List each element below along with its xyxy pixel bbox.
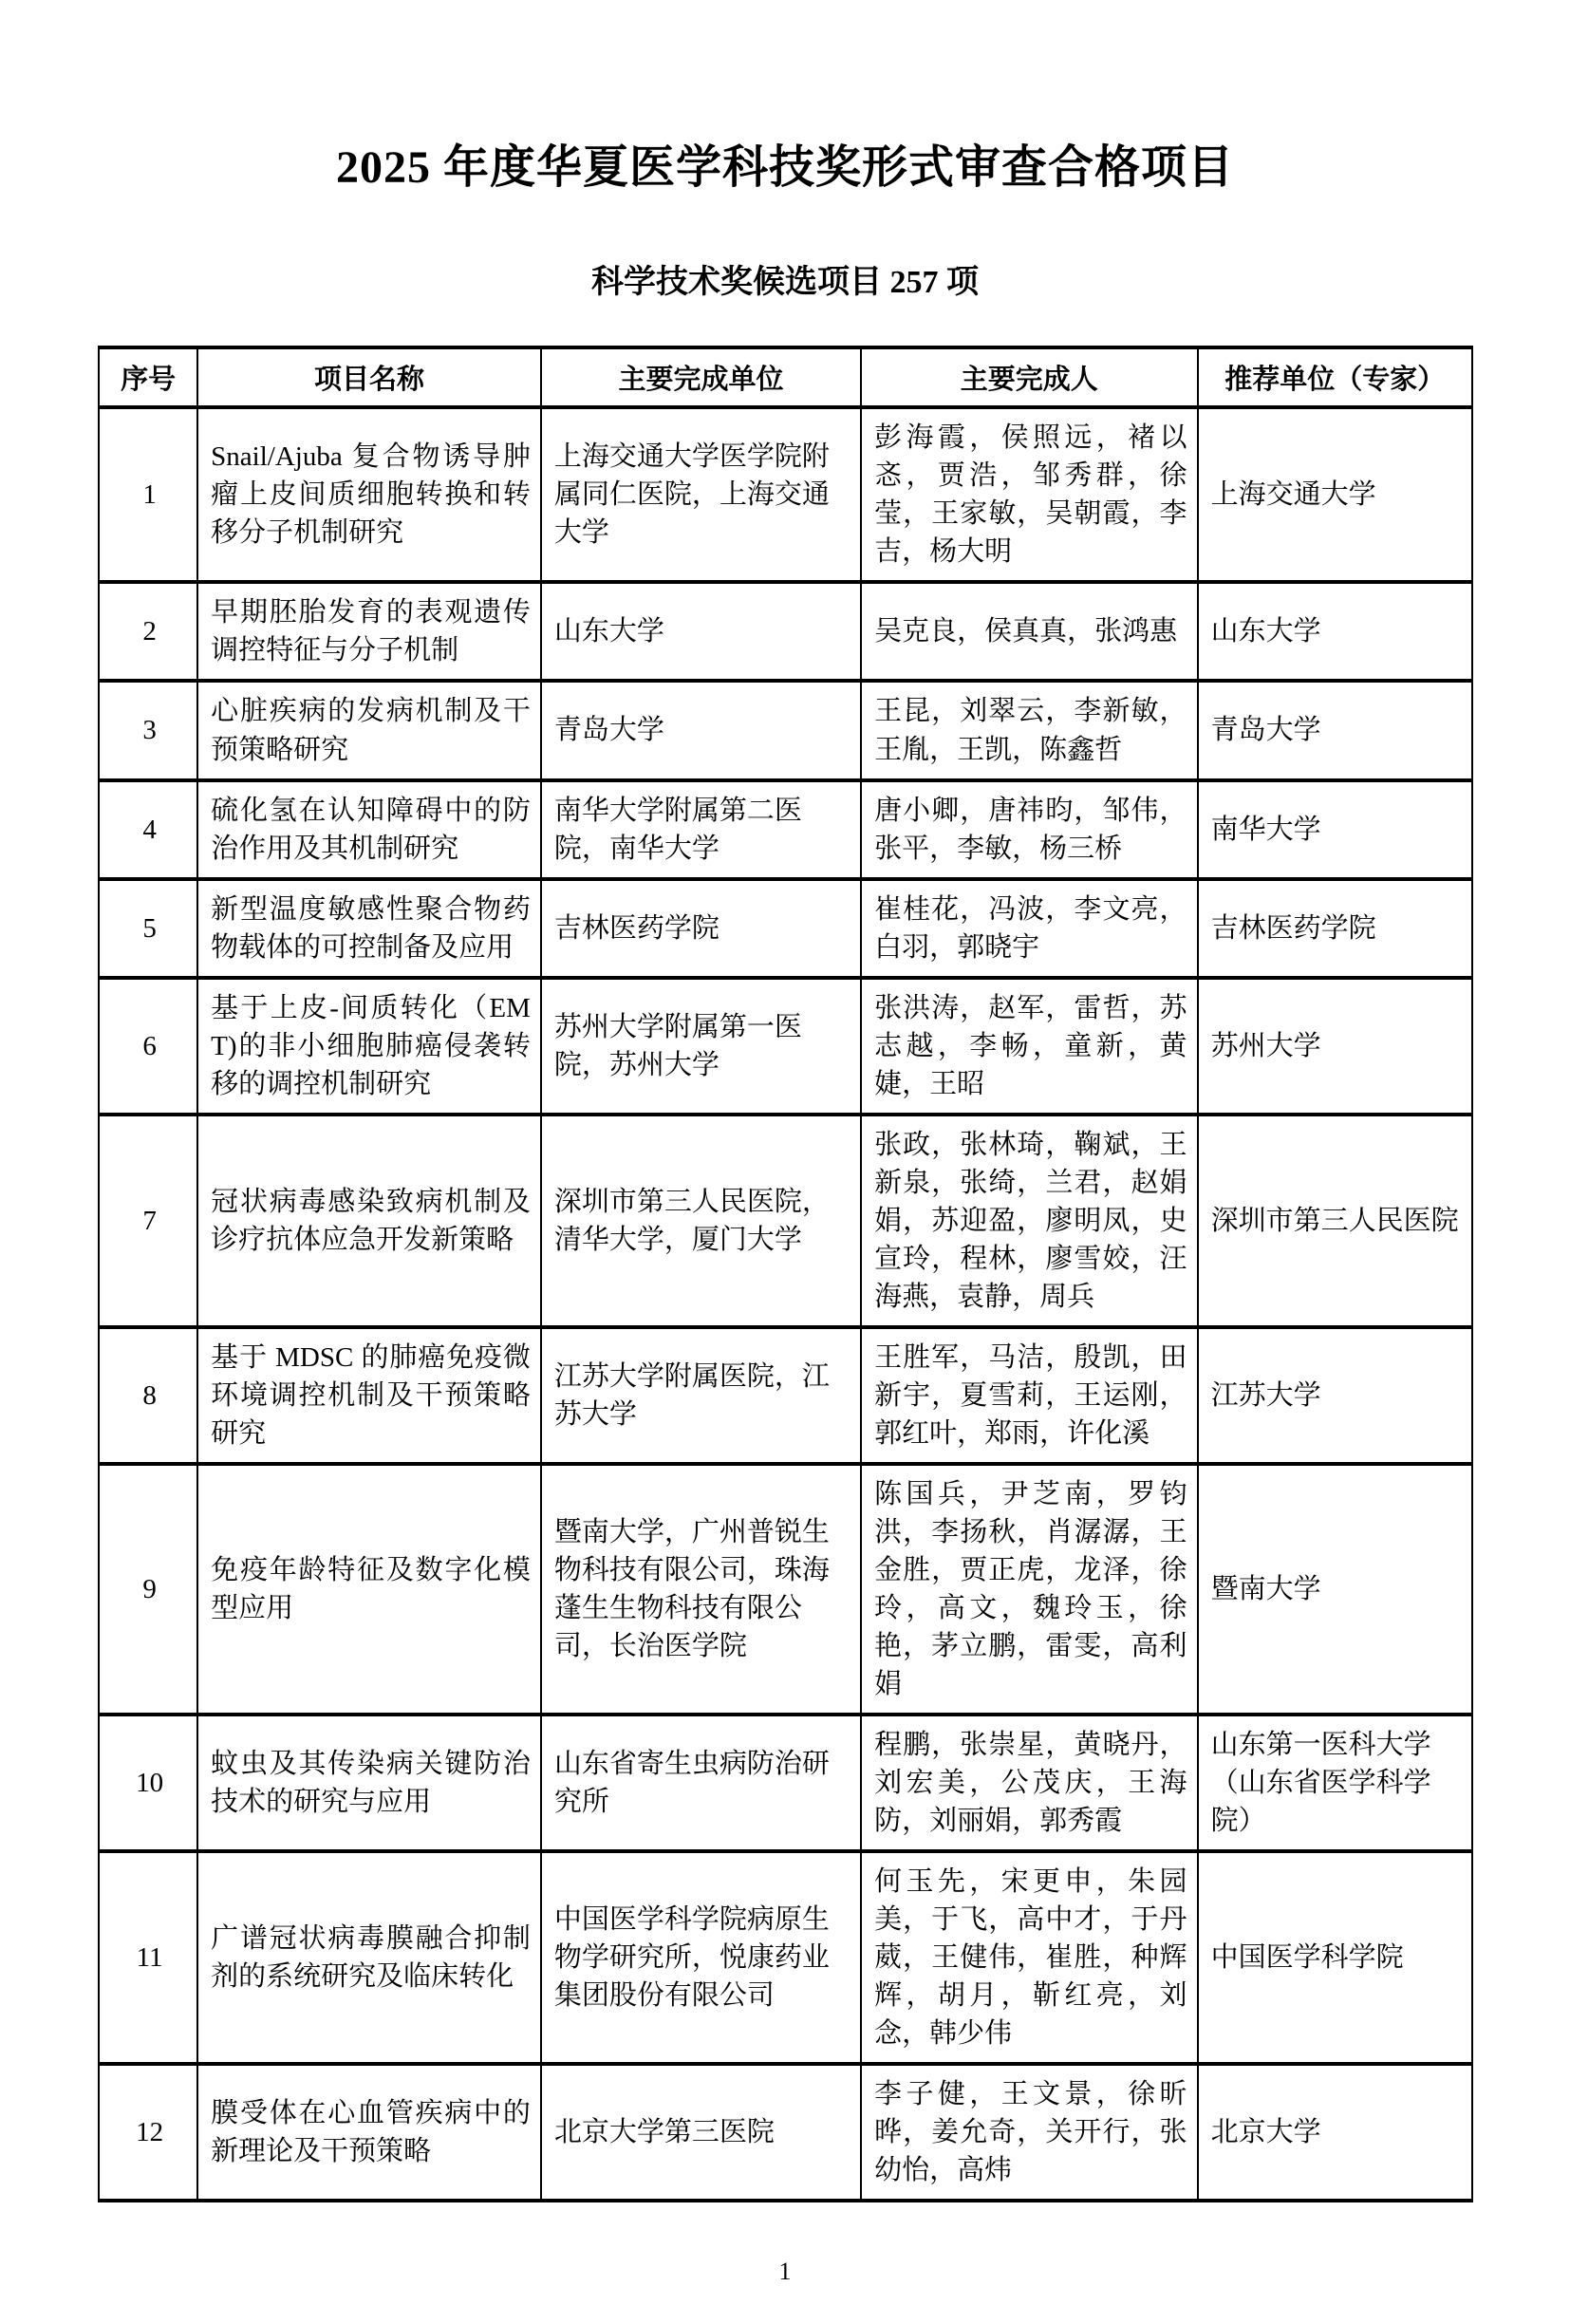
- cell-main-contributors: 王胜军，马洁，殷凯，田新宇，夏雪莉，王运刚，郭红叶，郑雨，许化溪: [861, 1327, 1198, 1464]
- cell-main-contributors: 陈国兵，尹芝南，罗钧洪，李扬秋，肖潺潺，王金胜，贾正虎，龙泽，徐玲，高文，魏玲玉，徐艳，茅立鹏，雷雯，高利娟: [861, 1464, 1198, 1715]
- cell-project-name: Snail/Ajuba 复合物诱导肿瘤上皮间质细胞转换和转移分子机制研究: [197, 407, 541, 582]
- table-row: [99, 407, 1472, 582]
- cell-recommending-unit: 江苏大学: [1198, 1327, 1472, 1464]
- cell-serial-number: 4: [99, 780, 197, 879]
- cell-serial-number: 2: [99, 582, 197, 681]
- table-row: [99, 879, 1472, 978]
- cell-recommending-unit: 深圳市第三人民医院: [1198, 1115, 1472, 1327]
- cell-project-name: 心脏疾病的发病机制及干预策略研究: [197, 681, 541, 779]
- cell-serial-number: 5: [99, 879, 197, 978]
- table-row: [99, 1464, 1472, 1715]
- cell-serial-number: 11: [99, 1851, 197, 2064]
- cell-serial-number: 7: [99, 1115, 197, 1327]
- header-recommending-unit: 推荐单位（专家）: [1198, 347, 1472, 407]
- cell-serial-number: 6: [99, 978, 197, 1115]
- cell-serial-number: 9: [99, 1464, 197, 1715]
- table-body: [99, 407, 1472, 2201]
- cell-completing-units: 中国医学科学院病原生物学研究所，悦康药业集团股份有限公司: [541, 1851, 861, 2064]
- document-subtitle: 科学技术奖候选项目 257 项: [591, 264, 979, 300]
- table-row: [99, 1327, 1472, 1464]
- cell-project-name: 广谱冠状病毒膜融合抑制剂的系统研究及临床转化: [197, 1851, 541, 2064]
- cell-serial-number: 3: [99, 681, 197, 779]
- table-row: [99, 780, 1472, 879]
- cell-main-contributors: 崔桂花，冯波，李文亮，白羽，郭晓宇: [861, 879, 1198, 978]
- cell-main-contributors: 彭海霞，侯照远，褚以忞，贾浩，邹秀群，徐莹，王家敏，吴朝霞，李吉，杨大明: [861, 407, 1198, 582]
- cell-main-contributors: 唐小卿，唐祎昀，邹伟，张平，李敏，杨三桥: [861, 780, 1198, 879]
- cell-recommending-unit: 南华大学: [1198, 780, 1472, 879]
- header-completing-units: 主要完成单位: [541, 347, 861, 407]
- page-number: 1: [778, 2258, 792, 2286]
- cell-serial-number: 8: [99, 1327, 197, 1464]
- cell-serial-number: 12: [99, 2064, 197, 2201]
- table-row: [99, 1715, 1472, 1851]
- cell-project-name: 免疫年龄特征及数字化模型应用: [197, 1464, 541, 1715]
- cell-completing-units: 江苏大学附属医院，江苏大学: [541, 1327, 861, 1464]
- table-header-row: [99, 347, 1472, 407]
- table-row: [99, 681, 1472, 779]
- cell-recommending-unit: 中国医学科学院: [1198, 1851, 1472, 2064]
- table-row: [99, 978, 1472, 1115]
- projects-table: [98, 346, 1473, 2202]
- cell-project-name: 基于上皮-间质转化（EMT)的非小细胞肺癌侵袭转移的调控机制研究: [197, 978, 541, 1115]
- cell-recommending-unit: 上海交通大学: [1198, 407, 1472, 582]
- cell-completing-units: 深圳市第三人民医院，清华大学，厦门大学: [541, 1115, 861, 1327]
- cell-completing-units: 山东省寄生虫病防治研究所: [541, 1715, 861, 1851]
- cell-recommending-unit: 苏州大学: [1198, 978, 1472, 1115]
- cell-completing-units: 山东大学: [541, 582, 861, 681]
- cell-main-contributors: 程鹏，张崇星，黄晓丹，刘宏美，公茂庆，王海防，刘丽娟，郭秀霞: [861, 1715, 1198, 1851]
- cell-main-contributors: 张政，张林琦，鞠斌，王新泉，张绮，兰君，赵娟娟，苏迎盈，廖明凤，史宣玲，程林，廖雪姣，汪海燕，袁静，周兵: [861, 1115, 1198, 1327]
- cell-recommending-unit: 暨南大学: [1198, 1464, 1472, 1715]
- table-row: [99, 582, 1472, 681]
- cell-serial-number: 10: [99, 1715, 197, 1851]
- cell-recommending-unit: 山东大学: [1198, 582, 1472, 681]
- cell-main-contributors: 李子健，王文景，徐昕晔，姜允奇，关开行，张幼怡，高炜: [861, 2064, 1198, 2201]
- cell-project-name: 基于 MDSC 的肺癌免疫微环境调控机制及干预策略研究: [197, 1327, 541, 1464]
- table-row: [99, 1851, 1472, 2064]
- cell-main-contributors: 王昆，刘翠云，李新敏，王胤，王凯，陈鑫哲: [861, 681, 1198, 779]
- cell-main-contributors: 何玉先，宋更申，朱园美，于飞，高中才，于丹葳，王健伟，崔胜，种辉辉，胡月，靳红亮，刘念，韩少伟: [861, 1851, 1198, 2064]
- cell-recommending-unit: 吉林医药学院: [1198, 879, 1472, 978]
- cell-completing-units: 青岛大学: [541, 681, 861, 779]
- cell-main-contributors: 张洪涛，赵军，雷哲，苏志越，李畅，童新，黄婕，王昭: [861, 978, 1198, 1115]
- cell-completing-units: 南华大学附属第二医院，南华大学: [541, 780, 861, 879]
- cell-project-name: 早期胚胎发育的表观遗传调控特征与分子机制: [197, 582, 541, 681]
- cell-completing-units: 北京大学第三医院: [541, 2064, 861, 2201]
- cell-project-name: 新型温度敏感性聚合物药物载体的可控制备及应用: [197, 879, 541, 978]
- cell-project-name: 硫化氢在认知障碍中的防治作用及其机制研究: [197, 780, 541, 879]
- document-title: 2025 年度华夏医学科技奖形式审查合格项目: [335, 142, 1234, 193]
- cell-recommending-unit: 北京大学: [1198, 2064, 1472, 2201]
- cell-project-name: 膜受体在心血管疾病中的新理论及干预策略: [197, 2064, 541, 2201]
- cell-project-name: 冠状病毒感染致病机制及诊疗抗体应急开发新策略: [197, 1115, 541, 1327]
- cell-recommending-unit: 青岛大学: [1198, 681, 1472, 779]
- table-row: [99, 2064, 1472, 2201]
- table-row: [99, 1115, 1472, 1327]
- cell-completing-units: 吉林医药学院: [541, 879, 861, 978]
- header-project-name: 项目名称: [197, 347, 541, 407]
- cell-completing-units: 苏州大学附属第一医院，苏州大学: [541, 978, 861, 1115]
- cell-serial-number: 1: [99, 407, 197, 582]
- cell-project-name: 蚊虫及其传染病关键防治技术的研究与应用: [197, 1715, 541, 1851]
- header-serial-number: 序号: [99, 347, 197, 407]
- cell-completing-units: 暨南大学，广州普锐生物科技有限公司，珠海蓬生生物科技有限公司，长治医学院: [541, 1464, 861, 1715]
- cell-recommending-unit: 山东第一医科大学（山东省医学科学院）: [1198, 1715, 1472, 1851]
- cell-completing-units: 上海交通大学医学院附属同仁医院，上海交通大学: [541, 407, 861, 582]
- cell-main-contributors: 吴克良，侯真真，张鸿惠: [861, 582, 1198, 681]
- header-main-contributors: 主要完成人: [861, 347, 1198, 407]
